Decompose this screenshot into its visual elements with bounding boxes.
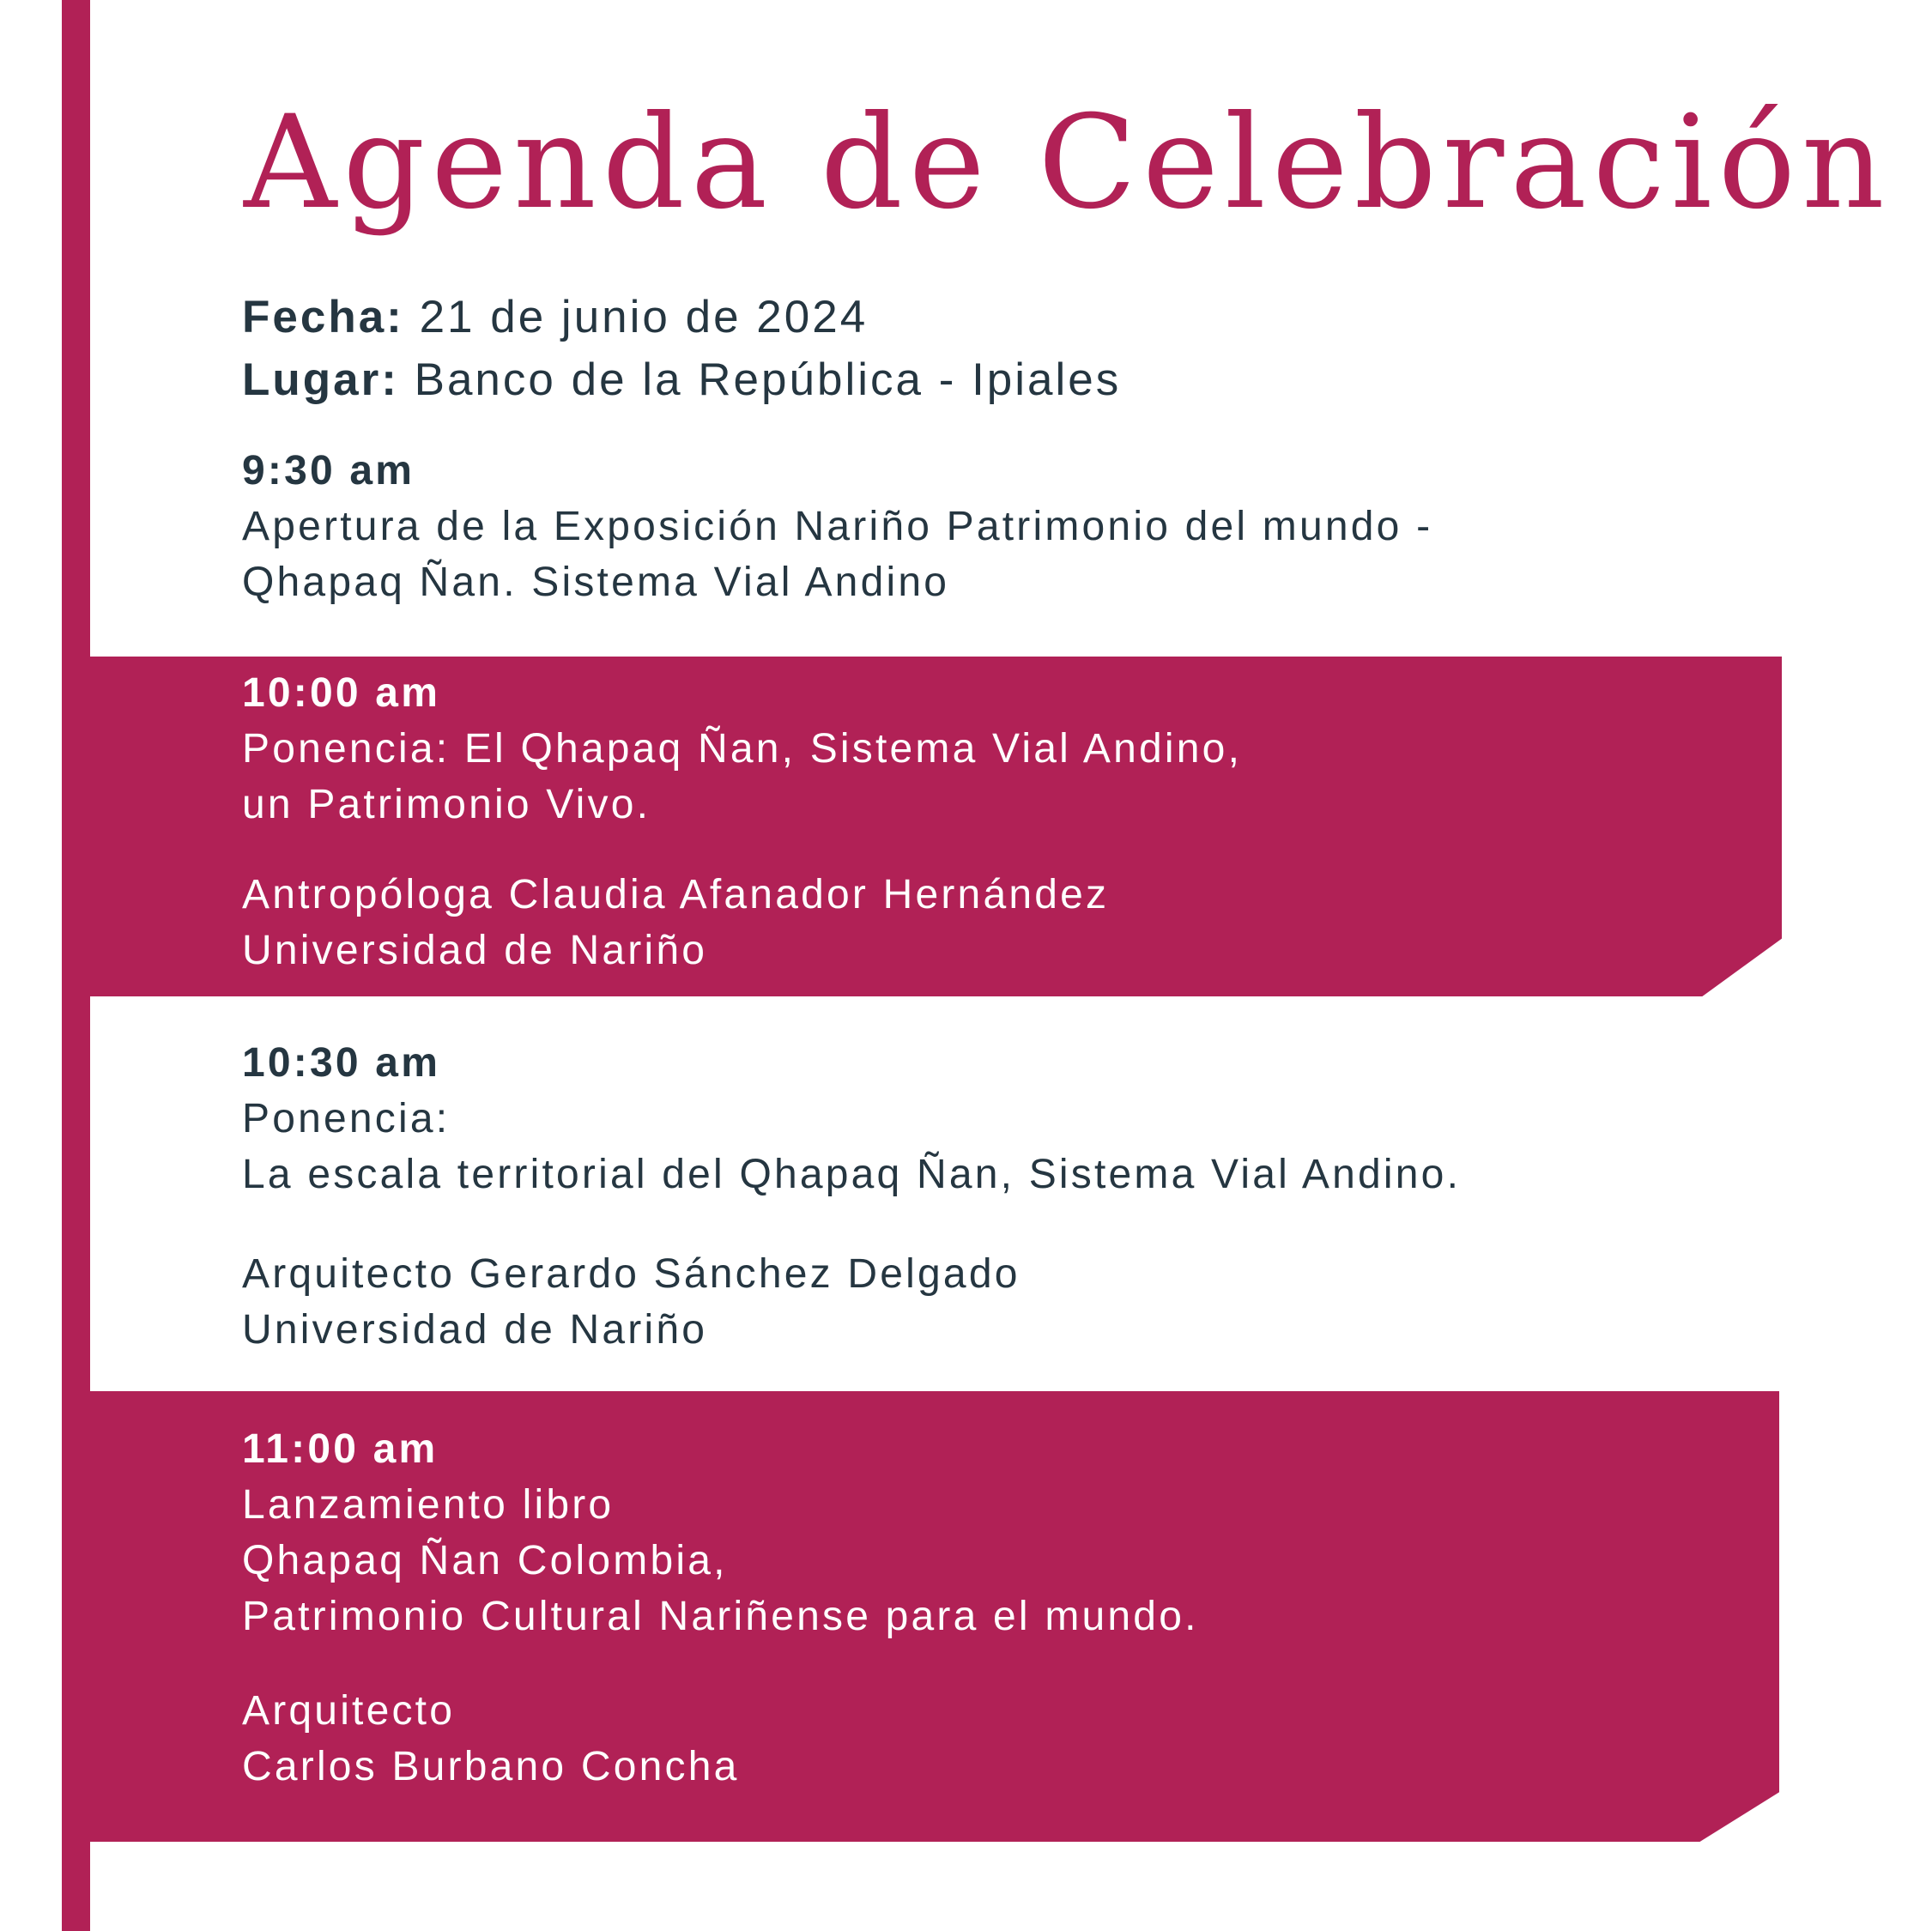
spacer bbox=[242, 832, 1242, 867]
agenda-time: 11:00 am bbox=[242, 1426, 439, 1472]
agenda-item-1030 bbox=[242, 1035, 1461, 1358]
left-accent-bar bbox=[62, 0, 90, 1931]
agenda-description-line: Qhapaq Ñan. Sistema Vial Andino bbox=[242, 560, 950, 605]
date-row bbox=[242, 286, 1121, 348]
agenda-speaker-line: Antropóloga Claudia Afanador Hernández bbox=[242, 872, 1110, 917]
place-label: Lugar: bbox=[242, 354, 399, 405]
agenda-speaker-line: Carlos Burbano Concha bbox=[242, 1744, 740, 1789]
date-label: Fecha: bbox=[242, 292, 404, 342]
agenda-time: 10:00 am bbox=[242, 670, 441, 716]
agenda-description-line: Apertura de la Exposición Nariño Patrimonio del mundo - bbox=[242, 504, 1433, 549]
agenda-description-line: Ponencia: El Qhapaq Ñan, Sistema Vial Andino, bbox=[242, 726, 1243, 772]
agenda-item-0930 bbox=[242, 443, 1432, 610]
place-row bbox=[242, 348, 1121, 411]
agenda-speaker-line: Universidad de Nariño bbox=[242, 928, 708, 973]
agenda-speaker-line: Universidad de Nariño bbox=[242, 1307, 708, 1353]
spacer bbox=[242, 1644, 1199, 1683]
agenda-time: 9:30 am bbox=[242, 448, 415, 493]
agenda-item-1100 bbox=[242, 1421, 1199, 1795]
agenda-description-line: Qhapaq Ñan Colombia, bbox=[242, 1538, 728, 1583]
agenda-description-line: Lanzamiento libro bbox=[242, 1482, 615, 1528]
agenda-speaker-line: Arquitecto Gerardo Sánchez Delgado bbox=[242, 1251, 1021, 1297]
agenda-description-line: Patrimonio Cultural Nariñense para el mundo. bbox=[242, 1594, 1199, 1639]
spacer bbox=[242, 1202, 1461, 1246]
place-value: Banco de la República - Ipiales bbox=[414, 354, 1122, 405]
agenda-description-line: un Patrimonio Vivo. bbox=[242, 782, 651, 827]
date-value: 21 de junio de 2024 bbox=[419, 292, 869, 342]
agenda-description-line: La escala territorial del Qhapaq Ñan, Sistema Vial Andino. bbox=[242, 1152, 1462, 1197]
agenda-speaker-line: Arquitecto bbox=[242, 1688, 456, 1734]
page-title: Agenda de Celebración bbox=[244, 88, 1891, 238]
agenda-item-1000 bbox=[242, 665, 1242, 978]
event-details bbox=[242, 286, 1121, 411]
agenda-description-line: Ponencia: bbox=[242, 1096, 451, 1141]
agenda-time: 10:30 am bbox=[242, 1040, 441, 1086]
